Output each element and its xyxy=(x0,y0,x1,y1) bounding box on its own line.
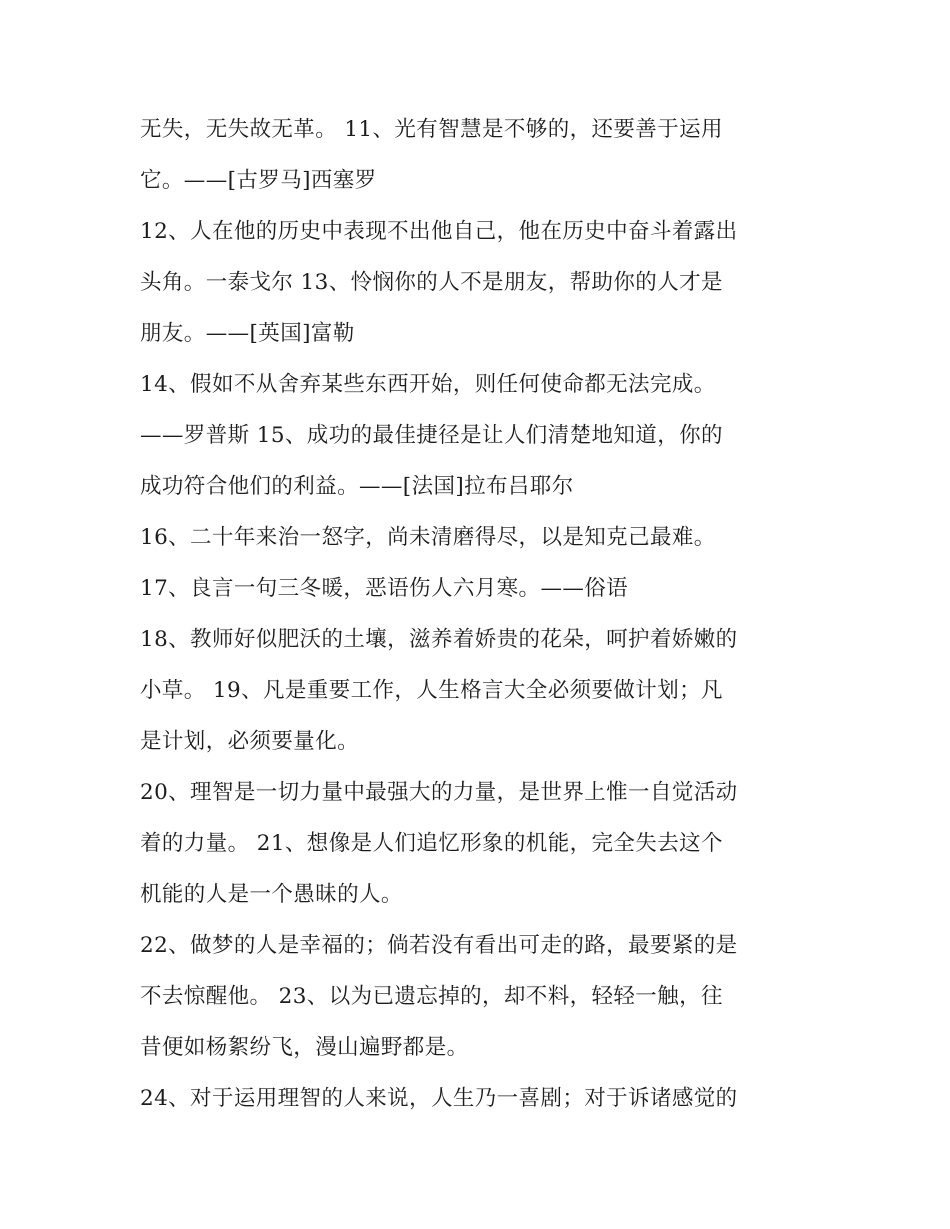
text-line: 22、做梦的人是幸福的；倘若没有看出可走的路，最要紧的是 xyxy=(140,933,738,958)
text-line: 朋友。——[英国]富勒 xyxy=(140,321,355,346)
text-line: 16、二十年来治一怒字，尚未清磨得尽，以是知克己最难。 xyxy=(140,525,716,550)
text-line: 24、对于运用理智的人来说，人生乃一喜剧；对于诉诸感觉的 xyxy=(140,1086,738,1111)
text-line: 17、良言一句三冬暖，恶语伤人六月寒。——俗语 xyxy=(140,576,629,601)
text-line: 小草。 19、凡是重要工作，人生格言大全必须要做计划；凡 xyxy=(140,678,723,703)
text-line: 昔便如杨絮纷飞，漫山遍野都是。 xyxy=(140,1035,469,1060)
quote-text-body xyxy=(140,104,830,1124)
text-line: 20、理智是一切力量中最强大的力量，是世界上惟一自觉活动 xyxy=(140,780,738,805)
text-line: ——罗普斯 15、成功的最佳捷径是让人们清楚地知道，你的 xyxy=(140,423,723,448)
text-line: 它。——[古罗马]西塞罗 xyxy=(140,168,377,193)
text-line: 不去惊醒他。 23、以为已遗忘掉的，却不料，轻轻一触，往 xyxy=(140,984,723,1009)
text-line: 成功符合他们的利益。——[法国]拉布吕耶尔 xyxy=(140,474,574,499)
text-line: 机能的人是一个愚昧的人。 xyxy=(140,882,403,907)
text-line: 是计划，必须要量化。 xyxy=(140,729,360,754)
text-line: 着的力量。 21、想像是人们追忆形象的机能，完全失去这个 xyxy=(140,831,723,856)
text-line: 18、教师好似肥沃的土壤，滋养着娇贵的花朵，呵护着娇嫩的 xyxy=(140,627,738,652)
text-line: 无失，无失故无革。 11、光有智慧是不够的，还要善于运用 xyxy=(140,117,723,142)
text-line: 12、人在他的历史中表现不出他自己，他在历史中奋斗着露出 xyxy=(140,219,738,244)
text-line: 14、假如不从舍弃某些东西开始，则任何使命都无法完成。 xyxy=(140,372,716,397)
text-line: 头角。一泰戈尔 13、怜悯你的人不是朋友，帮助你的人才是 xyxy=(140,270,723,295)
